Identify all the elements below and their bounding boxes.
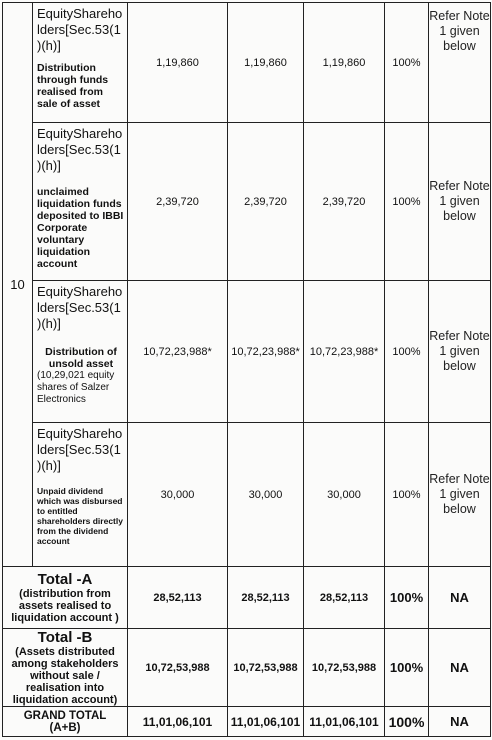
- remarks-cell: NA: [429, 707, 491, 737]
- category-label: EquityShareho lders[Sec.53(1 )(h)]: [37, 426, 123, 473]
- amount-cell: 10,72,23,988*: [304, 281, 385, 423]
- amount-cell: 2,39,720: [128, 123, 228, 281]
- distribution-table: [2, 2, 491, 737]
- total-a-row: [3, 567, 491, 629]
- grand-total-label: GRAND TOTAL (A+B): [3, 707, 128, 737]
- category-cell: [33, 281, 128, 423]
- total-a-label: [3, 567, 128, 629]
- grand-total-row: [3, 707, 491, 737]
- category-description: Distribution of unsold asset: [45, 346, 117, 370]
- table-row: [3, 281, 491, 423]
- percent-cell: 100%: [385, 629, 429, 707]
- table-row: [3, 3, 491, 123]
- percent-cell: 100%: [385, 281, 429, 423]
- category-description: unclaimed liquidation funds deposited to IBBI Corporate voluntary liquidation account: [37, 186, 124, 270]
- category-cell: [33, 3, 128, 123]
- remarks-cell: Refer Note 1 given below: [429, 281, 491, 423]
- category-description: Unpaid dividend which was disbursed to entitled shareholders directly from the dividend account: [37, 486, 123, 546]
- percent-cell: 100%: [385, 3, 429, 123]
- amount-cell: 30,000: [228, 423, 304, 567]
- category-label: EquityShareho lders[Sec.53(1 )(h)]: [37, 6, 123, 53]
- remarks-cell: Refer Note 1 given below: [429, 123, 491, 281]
- category-cell: [33, 123, 128, 281]
- amount-cell: 10,72,23,988*: [228, 281, 304, 423]
- amount-cell: 28,52,113: [128, 567, 228, 629]
- category-cell: [33, 423, 128, 567]
- amount-cell: 2,39,720: [304, 123, 385, 281]
- total-b-title: Total -B: [37, 628, 93, 646]
- category-label: EquityShareho lders[Sec.53(1 )(h)]: [37, 126, 123, 173]
- total-a-subtitle: (distribution from assets realised to liquidation account ): [11, 587, 119, 624]
- amount-cell: 28,52,113: [304, 567, 385, 629]
- total-b-subtitle: (Assets distributed among stakeholders without sale / realisation into liquidation account): [11, 645, 119, 706]
- amount-cell: 10,72,53,988: [128, 629, 228, 707]
- amount-cell: 28,52,113: [228, 567, 304, 629]
- amount-cell: 10,72,23,988*: [128, 281, 228, 423]
- percent-cell: 100%: [385, 423, 429, 567]
- percent-cell: 100%: [385, 567, 429, 629]
- amount-cell: 10,72,53,988: [228, 629, 304, 707]
- amount-cell: 30,000: [128, 423, 228, 567]
- amount-cell: 2,39,720: [228, 123, 304, 281]
- category-label: EquityShareho lders[Sec.53(1 )(h)]: [37, 284, 123, 331]
- remarks-cell: NA: [429, 629, 491, 707]
- serial-number: 10: [3, 3, 33, 567]
- remarks-cell: NA: [429, 567, 491, 629]
- amount-cell: 1,19,860: [304, 3, 385, 123]
- table-row: [3, 423, 491, 567]
- amount-cell: 10,72,53,988: [304, 629, 385, 707]
- amount-cell: 11,01,06,101: [304, 707, 385, 737]
- amount-cell: 11,01,06,101: [128, 707, 228, 737]
- amount-cell: 1,19,860: [228, 3, 304, 123]
- amount-cell: 11,01,06,101: [228, 707, 304, 737]
- percent-cell: 100%: [385, 123, 429, 281]
- category-description: Distribution through funds realised from sale of asset: [37, 62, 109, 110]
- percent-cell: 100%: [385, 707, 429, 737]
- remarks-cell: Refer Note 1 given below: [429, 3, 491, 123]
- category-note: (10,29,021 equity shares of Salzer Electronics: [37, 370, 115, 405]
- total-a-title: Total -A: [37, 570, 93, 588]
- total-b-row: [3, 629, 491, 707]
- table-row: [3, 123, 491, 281]
- amount-cell: 30,000: [304, 423, 385, 567]
- remarks-cell: Refer Note 1 given below: [429, 423, 491, 567]
- amount-cell: 1,19,860: [128, 3, 228, 123]
- total-b-label: [3, 629, 128, 707]
